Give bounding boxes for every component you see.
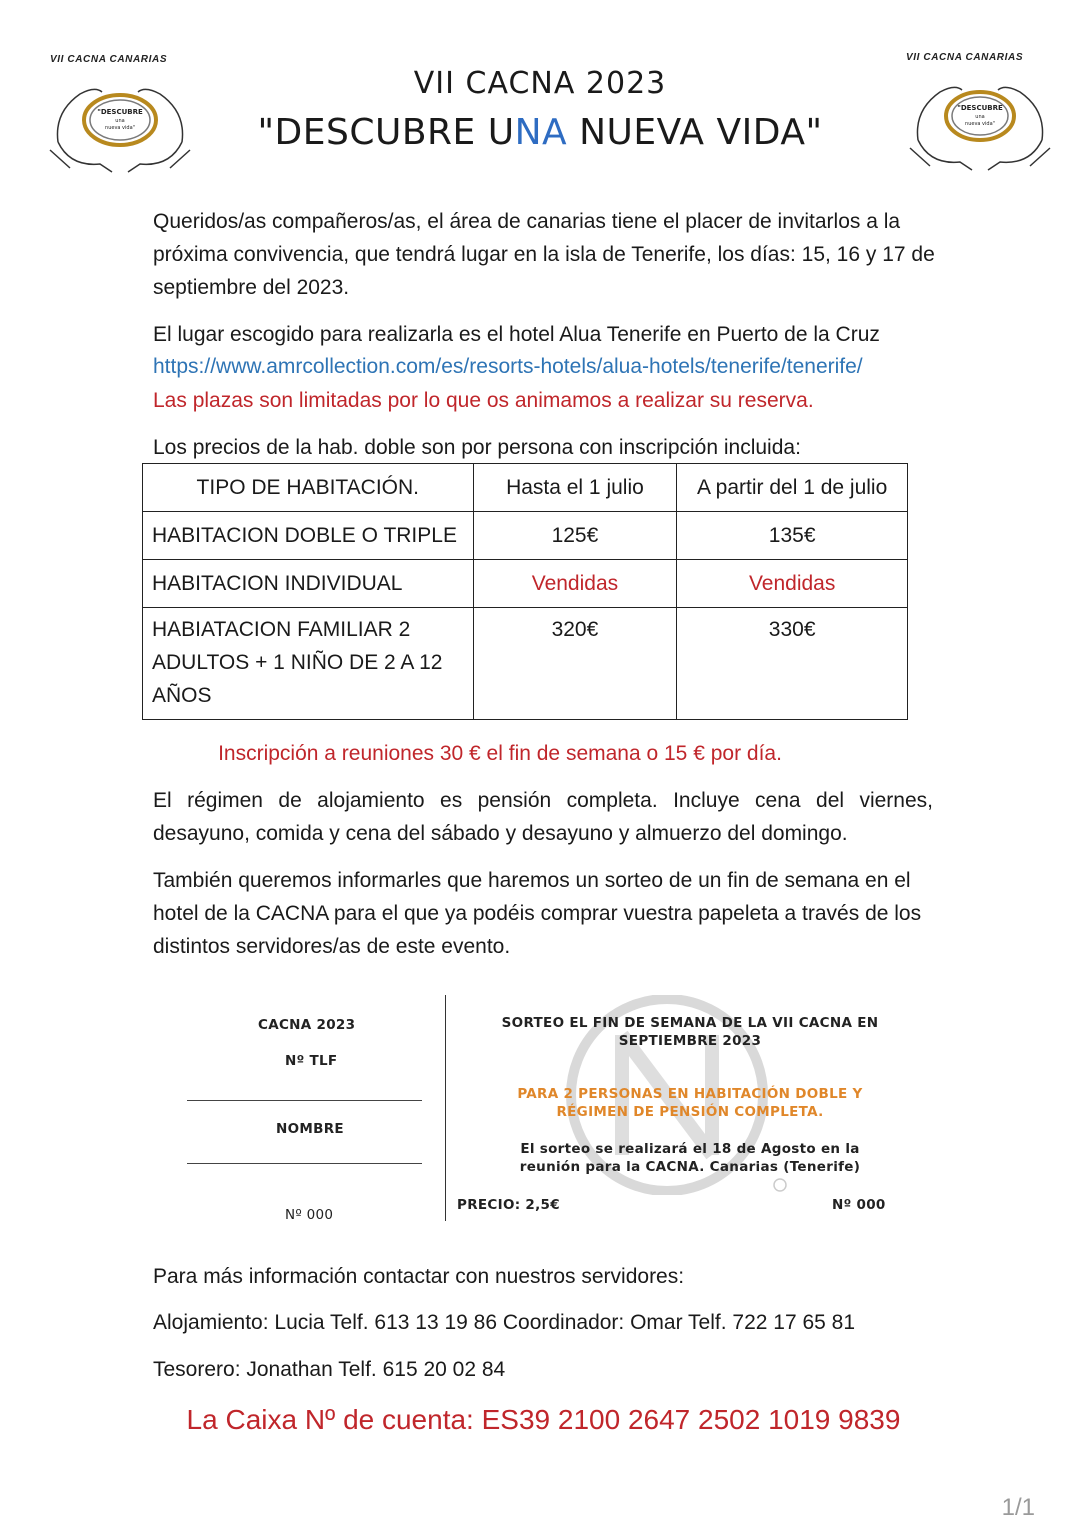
stub-phone-line <box>187 1100 422 1101</box>
raffle-ticket <box>175 995 905 1225</box>
slogan-highlight: NA <box>514 112 568 153</box>
stub-number: Nº 000 <box>285 1207 334 1223</box>
logo-text-line3: nueva vida" <box>965 121 995 127</box>
page-indicator: 1/1 <box>1001 1494 1035 1521</box>
table-row <box>143 512 908 560</box>
board-paragraph: El régimen de alojamiento es pensión completa. Incluye cena del viernes, desayuno, comida y cena del sábado y desayuno y almuerzo del domingo. <box>153 789 933 845</box>
venue-paragraph: El lugar escogido para realizarla es el hotel Alua Tenerife en Puerto de la Cruz <box>153 323 880 346</box>
stub-name-label: NOMBRE <box>276 1121 344 1137</box>
logo-text-line2: una <box>975 114 985 120</box>
intro-paragraph: Queridos/as compañeros/as, el área de canarias tiene el placer de invitarlos a la próxima convivencia, que tendrá lugar en la isla de Tenerife, los días: 15, 16 y 17 de septiembre del 2023. <box>153 210 935 299</box>
contact-intro: Para más información contactar con nuestros servidores: <box>153 1265 685 1288</box>
logo-text-line1: "DESCUBRE <box>957 104 1003 112</box>
event-title: VII CACNA 2023 <box>413 66 667 101</box>
ticket-prize-line1: PARA 2 PERSONAS EN HABITACIÓN DOBLE Y <box>517 1086 863 1102</box>
ticket-title-line2: SEPTIEMBRE 2023 <box>618 1033 762 1049</box>
ticket-prize-line2: RÉGIMEN DE PENSIÓN COMPLETA. <box>556 1104 824 1120</box>
stub-phone-label: Nº TLF <box>285 1053 338 1069</box>
ticket-number: Nº 000 <box>832 1197 886 1213</box>
table-row <box>143 608 908 720</box>
price-before-cell: 125€ <box>473 512 677 560</box>
logo-text-line2: una <box>115 118 125 124</box>
ticket-title-line1: SORTEO EL FIN DE SEMANA DE LA VII CACNA EN <box>501 1015 879 1031</box>
ticket-draw-line1: El sorteo se realizará el 18 de Agosto en la <box>520 1141 860 1157</box>
registration-note: Inscripción a reuniones 30 € el fin de semana o 15 € por día. <box>218 742 782 765</box>
room-type-cell: HABITACION DOBLE O TRIPLE <box>143 512 474 560</box>
header-room-type: TIPO DE HABITACIÓN. <box>143 464 474 512</box>
event-slogan <box>0 112 1080 153</box>
slogan-part-2: NUEVA VIDA" <box>567 112 823 153</box>
bank-account: La Caixa Nº de cuenta: ES39 2100 2647 2502 1019 9839 <box>186 1404 901 1435</box>
header-before-july: Hasta el 1 julio <box>473 464 677 512</box>
header-after-july: A partir del 1 de julio <box>677 464 908 512</box>
slogan-part-1: "DESCUBRE U <box>257 112 515 153</box>
limited-places-notice: Las plazas son limitadas por lo que os animamos a realizar su reserva. <box>153 389 814 412</box>
stub-title: CACNA 2023 <box>258 1017 356 1033</box>
ticket-divider <box>445 995 446 1221</box>
logo-text-line3: nueva vida" <box>105 125 135 131</box>
logo-label-right: VII CACNA CANARIAS <box>906 52 1024 63</box>
stub-name-line <box>187 1163 422 1164</box>
price-before-cell: Vendidas <box>473 560 677 608</box>
prices-table <box>142 463 908 720</box>
table-header-row <box>143 464 908 512</box>
hotel-link[interactable]: https://www.amrcollection.com/es/resorts-hotels/alua-hotels/tenerife/tenerife/ <box>153 355 863 378</box>
price-after-cell: Vendidas <box>677 560 908 608</box>
contact-line2: Tesorero: Jonathan Telf. 615 20 02 84 <box>153 1358 506 1381</box>
price-after-cell: 330€ <box>677 608 908 720</box>
ticket-price: PRECIO: 2,5€ <box>457 1197 560 1213</box>
ticket-draw-line2: reunión para la CACNA. Canarias (Tenerife) <box>519 1159 861 1175</box>
prices-intro: Los precios de la hab. doble son por persona con inscripción incluida: <box>153 436 801 459</box>
raffle-paragraph: También queremos informarles que haremos un sorteo de un fin de semana en el hotel de la CACNA para el que ya podéis comprar vuestra papeleta a través de los distintos servidores/as de este evento. <box>153 869 922 958</box>
price-after-cell: 135€ <box>677 512 908 560</box>
logo-text-line1: "DESCUBRE <box>97 108 143 116</box>
table-row <box>143 560 908 608</box>
price-before-cell: 320€ <box>473 608 677 720</box>
logo-label-left: VII CACNA CANARIAS <box>50 54 168 65</box>
room-type-cell: HABIATACION FAMILIAR 2 ADULTOS + 1 NIÑO DE 2 A 12 AÑOS <box>143 608 474 720</box>
contact-line1: Alojamiento: Lucia Telf. 613 13 19 86 Coordinador: Omar Telf. 722 17 65 81 <box>153 1311 856 1334</box>
room-type-cell: HABITACION INDIVIDUAL <box>143 560 474 608</box>
